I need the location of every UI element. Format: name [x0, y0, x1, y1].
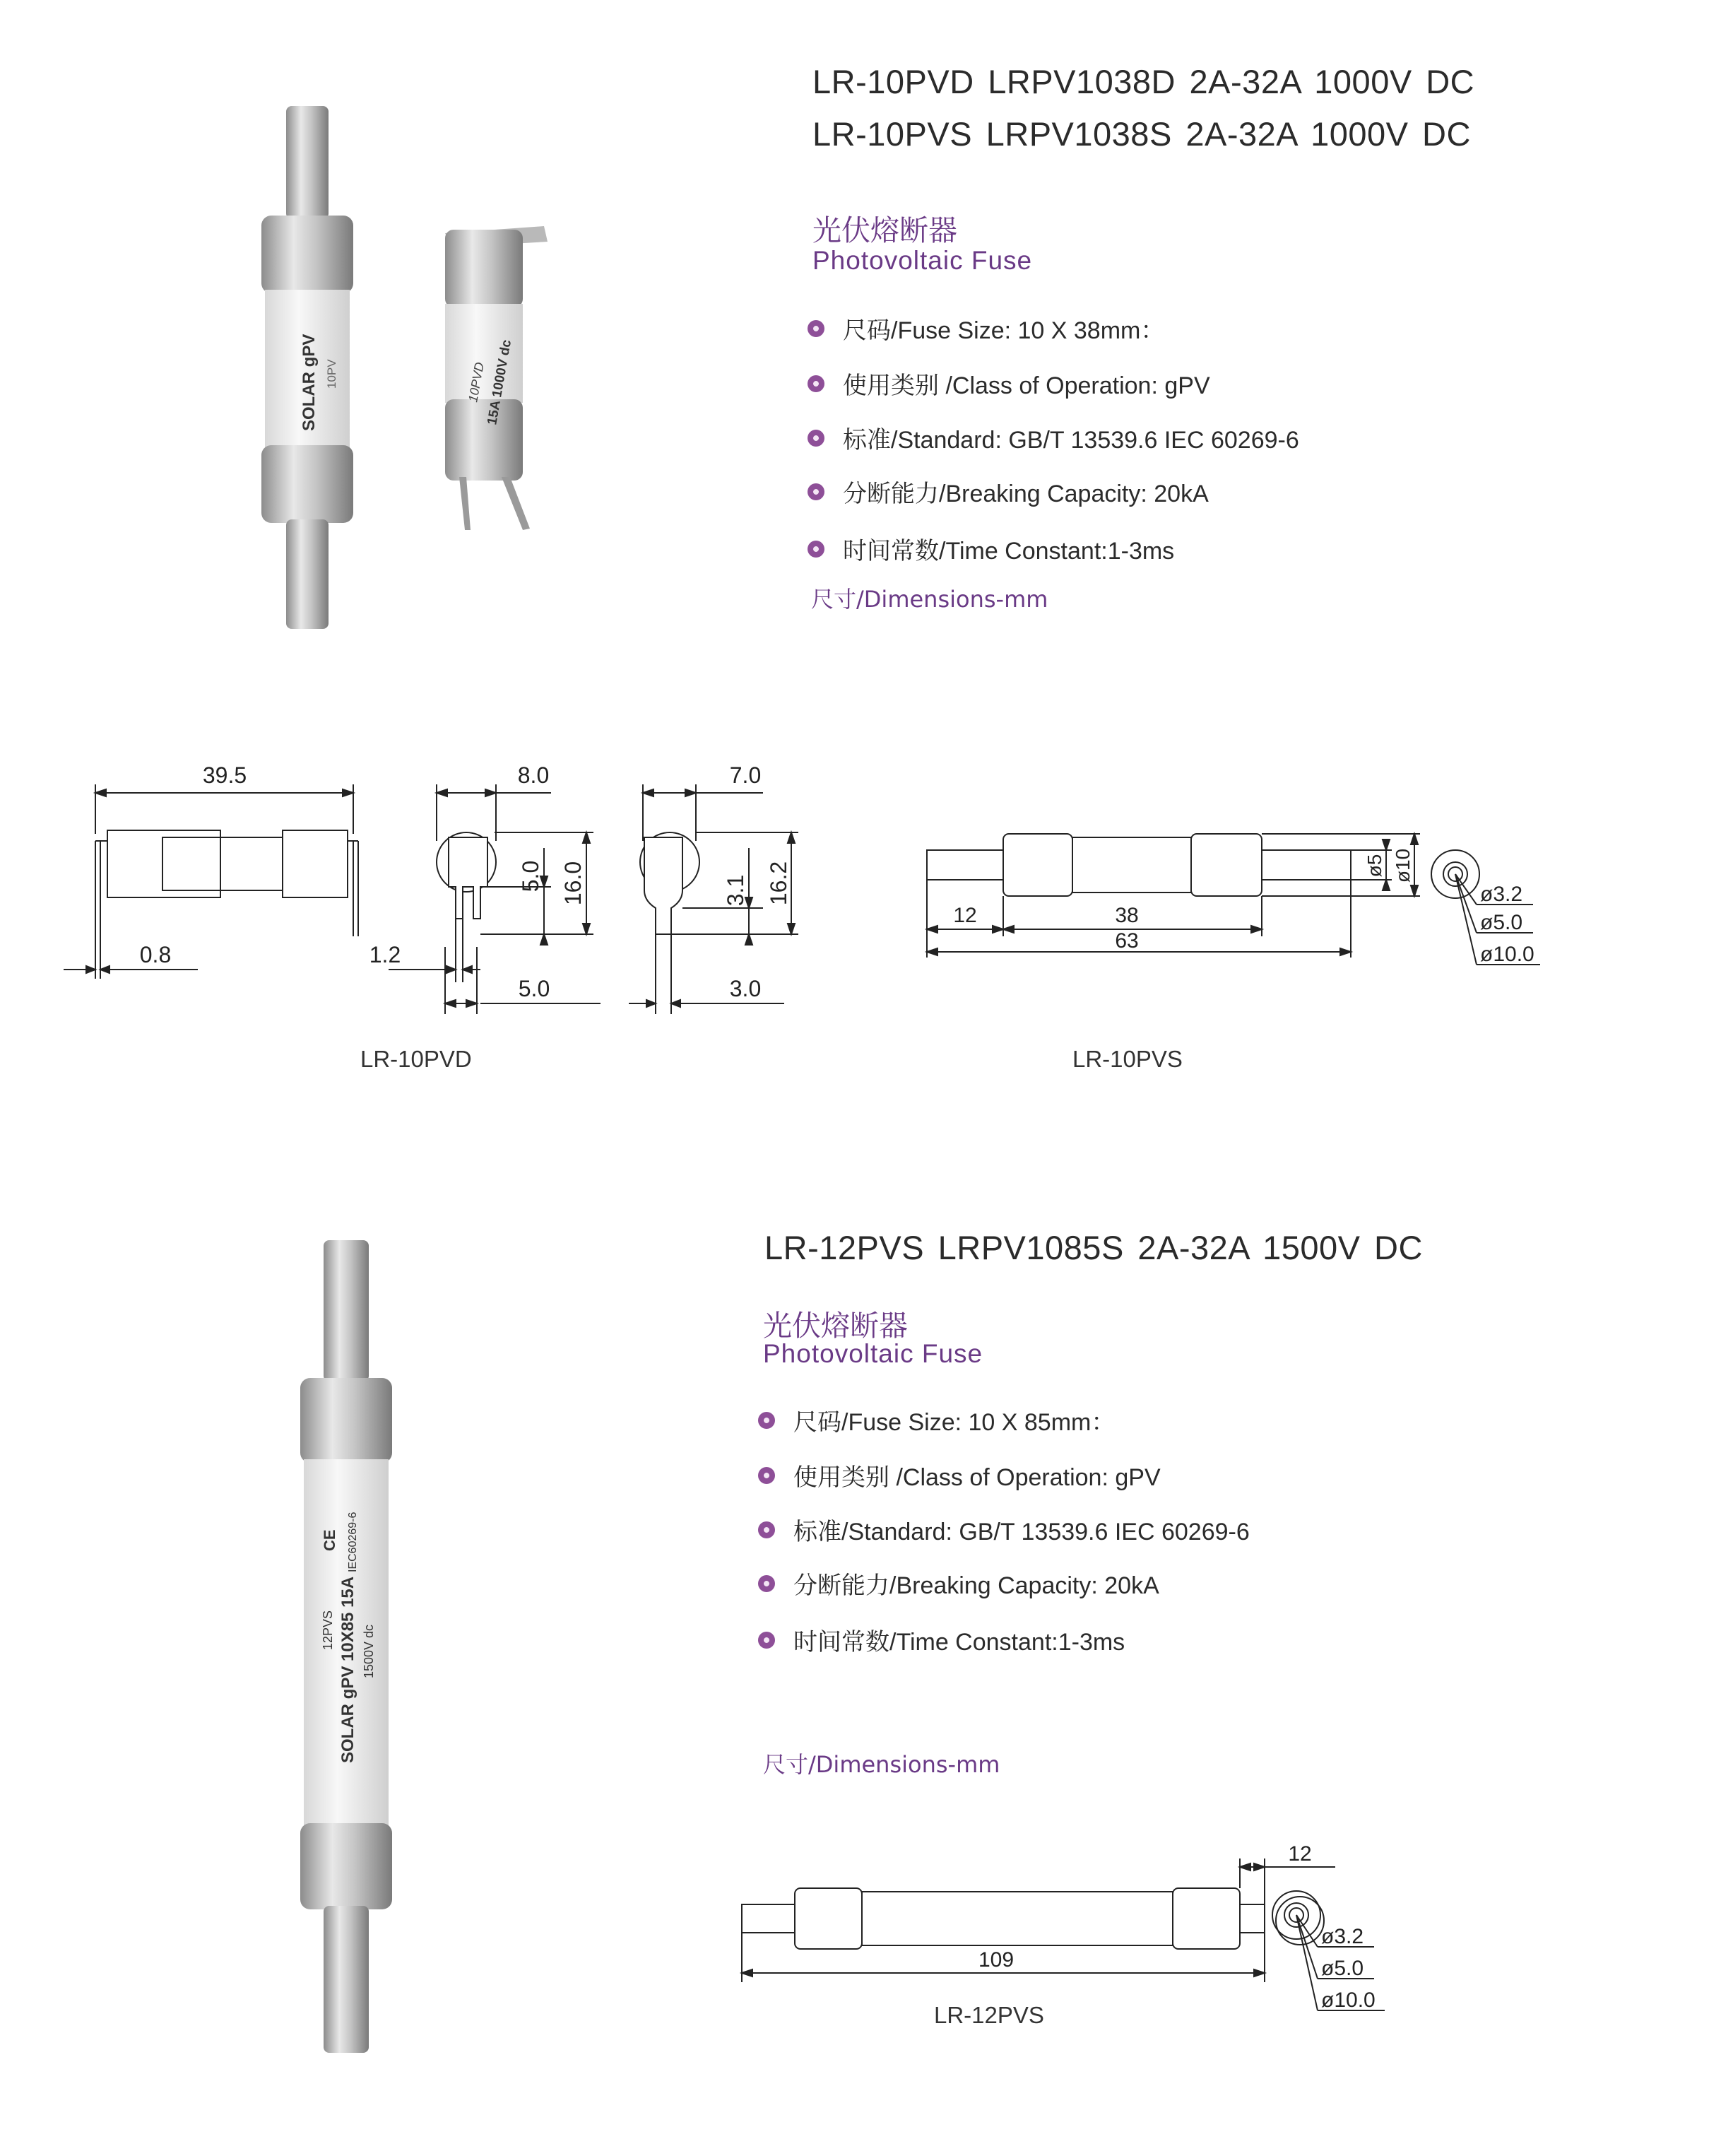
spec-time-constant: 时间常数/Time Constant:1-3ms — [758, 1622, 1125, 1657]
caption-lr10pvd: LR-10PVD — [360, 1046, 472, 1072]
product-title-en: Photovoltaic Fuse — [763, 1339, 983, 1368]
pcb-fuse-image — [445, 226, 548, 530]
long-fuse-label-2: 10PV — [325, 359, 338, 389]
pcb-fuse-label-1: 10PVD — [466, 361, 487, 403]
dim-length: 39.5 — [202, 762, 247, 788]
radiation-bullet-icon — [758, 1575, 775, 1592]
end-view-lr12pvs — [1265, 1880, 1406, 2035]
dim-end: 12 — [1288, 1842, 1312, 1866]
caption-lr12pvs: LR-12PVS — [934, 2002, 1044, 2028]
drawing-lr10pvd — [57, 749, 805, 1046]
spec-breaking: 分断能力/Breaking Capacity: 20kA — [808, 474, 1209, 509]
dim-c2: ø5.0 — [1480, 911, 1523, 934]
pcb-fuse-label-2: 15A 1000V dc — [485, 338, 515, 426]
dim-side2-offset: 3.1 — [723, 874, 748, 907]
long-fuse-label-voltage: 1500V dc — [362, 1624, 376, 1678]
dim-c2: ø5.0 — [1321, 1957, 1364, 1980]
dim-d-small: ø5 — [1364, 854, 1385, 878]
dimensions-label: 尺寸/Dimensions-mm — [763, 1751, 1000, 1778]
product-photo-lr10pv — [233, 106, 586, 643]
dim-pin-spacing: 5.0 — [518, 976, 550, 1001]
dim-side-height: 16.0 — [560, 861, 586, 906]
long-fuse-label-main: SOLAR gPV 10X85 15A — [338, 1576, 357, 1763]
dim-side2-height: 16.2 — [766, 861, 791, 906]
radiation-bullet-icon — [808, 430, 824, 447]
model-line-lr10pvs: LR-10PVS LRPV1038S 2A-32A 1000V DC — [812, 115, 1471, 153]
radiation-bullet-icon — [808, 541, 824, 558]
spec-fuse-size: 尺码/Fuse Size: 10 X 38mm： — [808, 311, 1164, 346]
dim-end: 12 — [953, 904, 977, 927]
dim-pin-gap: 1.2 — [369, 942, 401, 967]
model-line-lr12pvs: LR-12PVS LRPV1085S 2A-32A 1500V DC — [764, 1229, 1423, 1266]
radiation-bullet-icon — [808, 320, 824, 337]
dim-c3: ø10.0 — [1480, 943, 1534, 966]
dim-side2-width: 7.0 — [729, 762, 762, 788]
ce-mark-icon: CE — [321, 1529, 338, 1551]
product-photo-lr12pvs — [283, 1240, 438, 2116]
dim-c3: ø10.0 — [1321, 1989, 1376, 2012]
radiation-bullet-icon — [758, 1412, 775, 1429]
long-fuse-label-iec: IEC60269-6 — [347, 1512, 359, 1572]
long-fuse-label-1: SOLAR gPV — [300, 334, 319, 431]
product-title-cn: 光伏熔断器 — [812, 213, 957, 247]
spec-class: 使用类别 /Class of Operation: gPV — [758, 1458, 1161, 1492]
radiation-bullet-icon — [758, 1632, 775, 1649]
drawing-lr10pvs — [911, 816, 1547, 1000]
radiation-bullet-icon — [808, 375, 824, 392]
radiation-bullet-icon — [808, 483, 824, 500]
dim-body: 38 — [1115, 904, 1139, 927]
dim-c1: ø3.2 — [1321, 1925, 1364, 1948]
radiation-bullet-icon — [758, 1467, 775, 1484]
product-title-cn: 光伏熔断器 — [763, 1309, 908, 1343]
dim-pin-offset: 5.0 — [518, 860, 543, 893]
dim-side-width: 8.0 — [517, 762, 550, 788]
dim-pin-width: 0.8 — [139, 942, 172, 967]
dim-total: 63 — [1115, 929, 1139, 953]
caption-lr10pvs: LR-10PVS — [1072, 1046, 1183, 1072]
dim-total: 109 — [978, 1948, 1015, 1972]
spec-standard: 标准/Standard: GB/T 13539.6 IEC 60269-6 — [758, 1512, 1250, 1547]
model-line-lr10pvd: LR-10PVD LRPV1038D 2A-32A 1000V DC — [812, 63, 1475, 100]
spec-breaking: 分断能力/Breaking Capacity: 20kA — [758, 1566, 1159, 1601]
dim-side2-pin: 3.0 — [729, 976, 762, 1001]
product-title-en: Photovoltaic Fuse — [812, 246, 1033, 275]
long-fuse-label-model: 12PVS — [321, 1610, 335, 1650]
spec-time-constant: 时间常数/Time Constant:1-3ms — [808, 531, 1174, 566]
dim-c1: ø3.2 — [1480, 883, 1523, 906]
spec-fuse-size: 尺码/Fuse Size: 10 X 85mm： — [758, 1403, 1115, 1437]
dimensions-label: 尺寸/Dimensions-mm — [811, 586, 1048, 613]
radiation-bullet-icon — [758, 1521, 775, 1538]
long-fuse-image — [261, 106, 353, 629]
spec-standard: 标准/Standard: GB/T 13539.6 IEC 60269-6 — [808, 420, 1299, 455]
dim-d-large: ø10 — [1392, 848, 1414, 883]
spec-class: 使用类别 /Class of Operation: gPV — [808, 366, 1210, 401]
